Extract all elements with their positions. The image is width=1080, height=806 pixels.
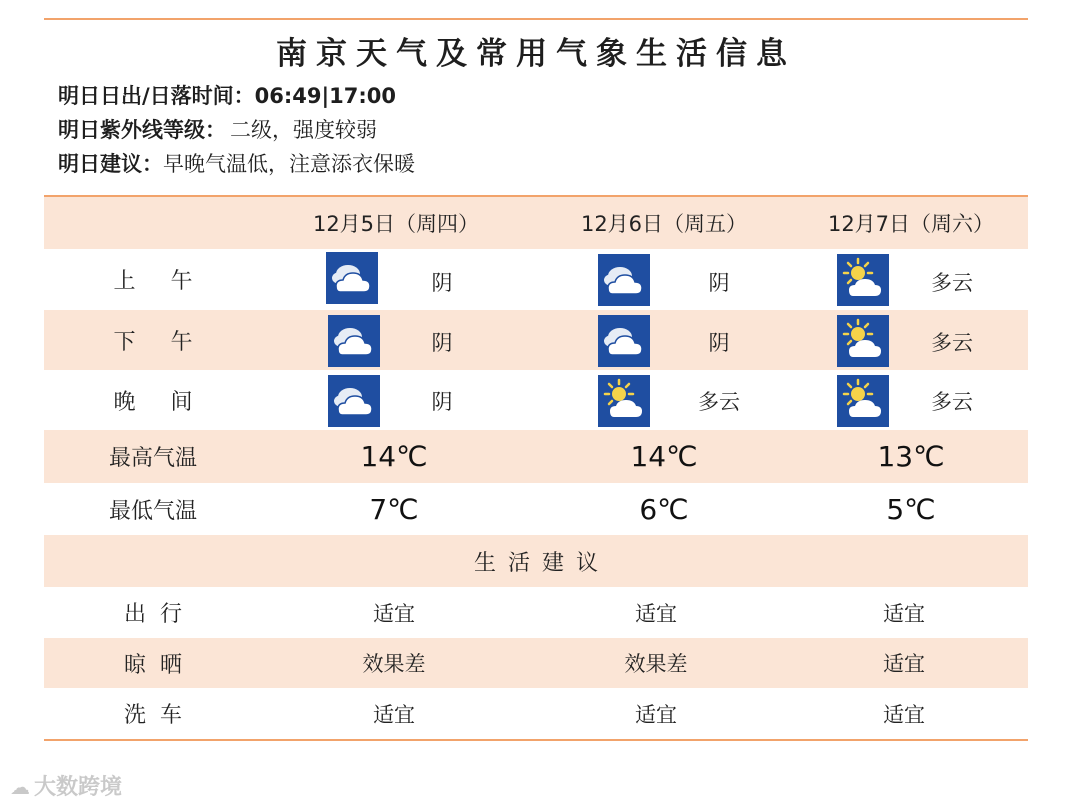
life-section-title: 生活建议: [473, 550, 610, 576]
max-temp-row: [44, 430, 1028, 483]
advice-d3: 适宜: [883, 601, 925, 626]
watermark-text: 大数跨境: [34, 775, 123, 800]
partly-cloudy-icon: [598, 375, 650, 427]
partly-cloudy-icon: [837, 254, 889, 306]
advice-d1: 效果差: [362, 652, 426, 676]
max-temp-d3: 13℃: [877, 440, 945, 473]
period-row-morning: [44, 249, 1028, 310]
uv-value: 二级，强度较弱: [230, 118, 377, 142]
advice-d2: 适宜: [635, 601, 677, 626]
advice-d1: 适宜: [373, 702, 415, 727]
weather-text-d3: 多云: [931, 390, 973, 414]
page-title: 南京天气及常用气象生活信息: [276, 36, 796, 72]
table-bottom-rule: [44, 739, 1028, 741]
period-label: 晚 间: [113, 389, 207, 415]
advice-row-drying: [44, 638, 1028, 688]
period-row-evening: [44, 370, 1028, 430]
weather-text-d2: 阴: [708, 331, 730, 355]
weather-text-d1: 阴: [431, 271, 453, 295]
day-header-1: 12月5日（周四）: [312, 212, 480, 236]
weather-text-d2: 阴: [708, 271, 730, 295]
watermark-logo: [10, 770, 122, 801]
partly-cloudy-icon: [837, 375, 889, 427]
weather-text-d3: 多云: [931, 331, 973, 355]
period-label: 上 午: [113, 269, 207, 294]
max-temp-label: 最高气温: [108, 446, 197, 471]
min-temp-d2: 6℃: [639, 492, 689, 526]
min-temp-d1: 7℃: [369, 492, 419, 526]
min-temp-d3: 5℃: [886, 492, 936, 526]
day-header-2: 12月6日（周五）: [580, 212, 748, 236]
period-label: 下 午: [113, 329, 207, 355]
advice-d3: 适宜: [883, 652, 925, 676]
sunrise-label: 明日日出/日落时间：: [58, 84, 255, 108]
weather-text-d3: 多云: [931, 271, 973, 295]
max-temp-d2: 14℃: [630, 440, 698, 473]
advice-row-travel: [44, 587, 1028, 638]
life-section-row: [44, 535, 1028, 587]
top-rule: [44, 18, 1028, 20]
min-temp-label: 最低气温: [108, 498, 197, 524]
advice-label: 明日建议：: [58, 152, 163, 176]
overcast-icon: [328, 315, 380, 367]
advice-d2: 适宜: [635, 702, 677, 727]
watermark-icon: ☁: [10, 775, 30, 799]
overcast-icon: [598, 315, 650, 367]
advice-label: 洗车: [123, 703, 196, 728]
advice-label: 出行: [123, 602, 196, 627]
overcast-icon: [598, 254, 650, 306]
weather-text-d1: 阴: [431, 331, 453, 355]
uv-info: [58, 114, 377, 144]
advice-info: [58, 148, 415, 178]
advice-value: 早晚气温低，注意添衣保暖: [163, 152, 415, 176]
day-header-3: 12月7日（周六）: [827, 212, 995, 236]
sunrise-info: [58, 80, 396, 110]
overcast-icon: [326, 252, 378, 304]
partly-cloudy-icon: [837, 315, 889, 367]
uv-label: 明日紫外线等级：: [58, 118, 226, 142]
overcast-icon: [328, 375, 380, 427]
max-temp-d1: 14℃: [360, 440, 428, 473]
advice-label: 晾晒: [123, 652, 196, 678]
min-temp-row: [44, 483, 1028, 535]
date-header-row: [44, 197, 1028, 249]
advice-d1: 适宜: [373, 601, 415, 626]
advice-d3: 适宜: [883, 702, 925, 727]
weather-text-d2: 多云: [698, 390, 740, 414]
period-row-afternoon: [44, 310, 1028, 370]
advice-row-carwash: [44, 688, 1028, 739]
advice-d2: 效果差: [624, 652, 688, 676]
sunrise-value: 06:49|17:00: [254, 84, 397, 108]
weather-text-d1: 阴: [431, 390, 453, 414]
